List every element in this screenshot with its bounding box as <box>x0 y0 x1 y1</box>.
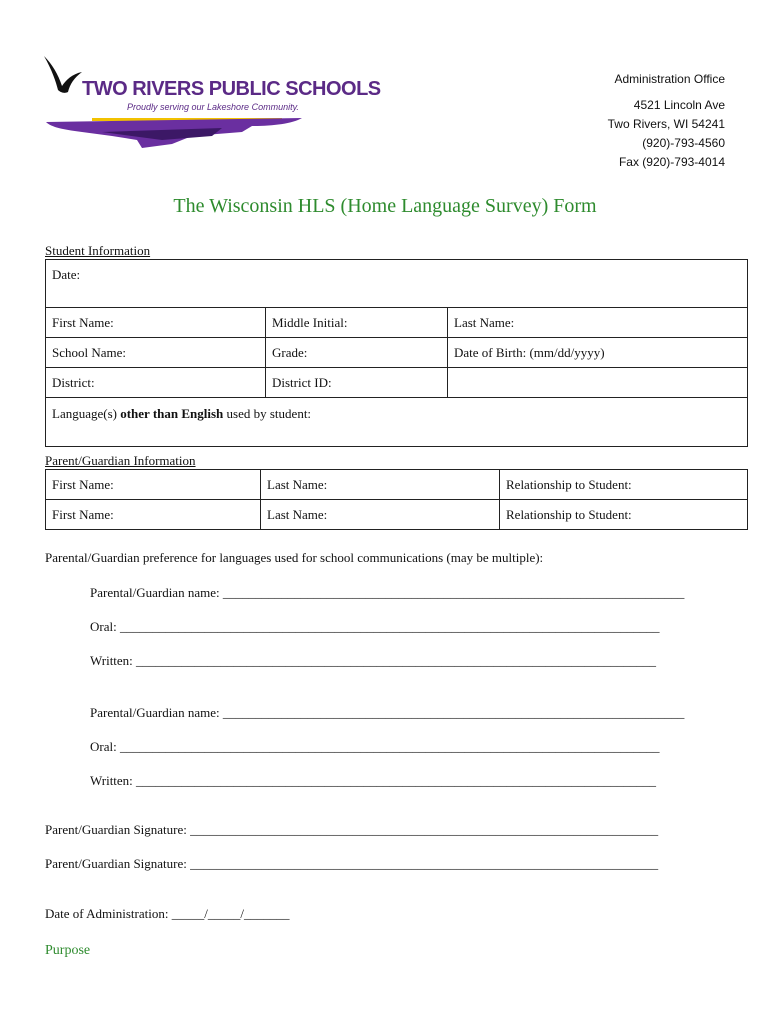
address-line-1: 4521 Lincoln Ave <box>633 98 725 112</box>
languages-emphasis: other than English <box>120 406 224 421</box>
phone-number: (920)-793-4560 <box>642 136 725 150</box>
first-name-field[interactable]: First Name: <box>46 308 266 338</box>
guardian1-oral-line[interactable]: Oral: ___________________________________________________________________________________ <box>90 619 660 634</box>
empty-cell <box>448 368 748 398</box>
bird-icon <box>44 56 82 93</box>
page-title: The Wisconsin HLS (Home Language Survey) Form <box>173 195 597 217</box>
district-field[interactable]: District: <box>46 368 266 398</box>
last-name-field[interactable]: Last Name: <box>448 308 748 338</box>
date-of-administration-line[interactable]: Date of Administration: _____/_____/_______ <box>45 906 290 921</box>
languages-field[interactable] <box>46 398 748 447</box>
date-field[interactable]: Date: <box>46 260 748 308</box>
guardian2-signature-line[interactable]: Parent/Guardian Signature: ________________________________________________________________________ <box>45 856 659 871</box>
guardian2-written-line[interactable]: Written: ________________________________________________________________________________ <box>90 773 657 788</box>
guardian1-name-line[interactable]: Parental/Guardian name: _______________________________________________________________________ <box>90 585 685 600</box>
admin-office-label: Administration Office <box>614 72 725 86</box>
guardian2-first-name-field[interactable]: First Name: <box>46 500 261 530</box>
guardian2-name-line[interactable]: Parental/Guardian name: _______________________________________________________________________ <box>90 705 685 720</box>
admin-office-address <box>608 70 725 172</box>
purpose-heading: Purpose <box>45 943 91 958</box>
school-tagline: Proudly serving our Lakeshore Community. <box>127 102 299 112</box>
guardian1-last-name-field[interactable]: Last Name: <box>261 470 500 500</box>
address-line-2: Two Rivers, WI 54241 <box>607 117 725 131</box>
guardian2-relationship-field[interactable]: Relationship to Student: <box>500 500 748 530</box>
guardian2-last-name-field[interactable]: Last Name: <box>261 500 500 530</box>
school-name-field[interactable]: School Name: <box>46 338 266 368</box>
languages-prefix: Language(s) <box>52 406 121 421</box>
guardian1-relationship-field[interactable]: Relationship to Student: <box>500 470 748 500</box>
guardian-info-label: Parent/Guardian Information <box>45 453 196 468</box>
district-id-field[interactable]: District ID: <box>266 368 448 398</box>
guardian1-signature-line[interactable]: Parent/Guardian Signature: ________________________________________________________________________ <box>45 822 659 837</box>
languages-suffix: used by student: <box>223 406 312 421</box>
guardian2-oral-line[interactable]: Oral: ___________________________________________________________________________________ <box>90 739 660 754</box>
guardian-info-table <box>45 469 748 530</box>
guardian1-first-name-field[interactable]: First Name: <box>46 470 261 500</box>
grade-field[interactable]: Grade: <box>266 338 448 368</box>
student-info-label: Student Information <box>45 243 151 258</box>
preferences-intro: Parental/Guardian preference for languages used for school communications (may be multiple): <box>45 550 544 565</box>
middle-initial-field[interactable]: Middle Initial: <box>266 308 448 338</box>
guardian1-written-line[interactable]: Written: ________________________________________________________________________________ <box>90 653 657 668</box>
school-name: TWO RIVERS PUBLIC SCHOOLS <box>82 78 381 100</box>
student-info-table <box>45 259 748 447</box>
date-of-birth-field[interactable]: Date of Birth: (mm/dd/yyyy) <box>448 338 748 368</box>
fax-number: Fax (920)-793-4014 <box>618 155 725 169</box>
